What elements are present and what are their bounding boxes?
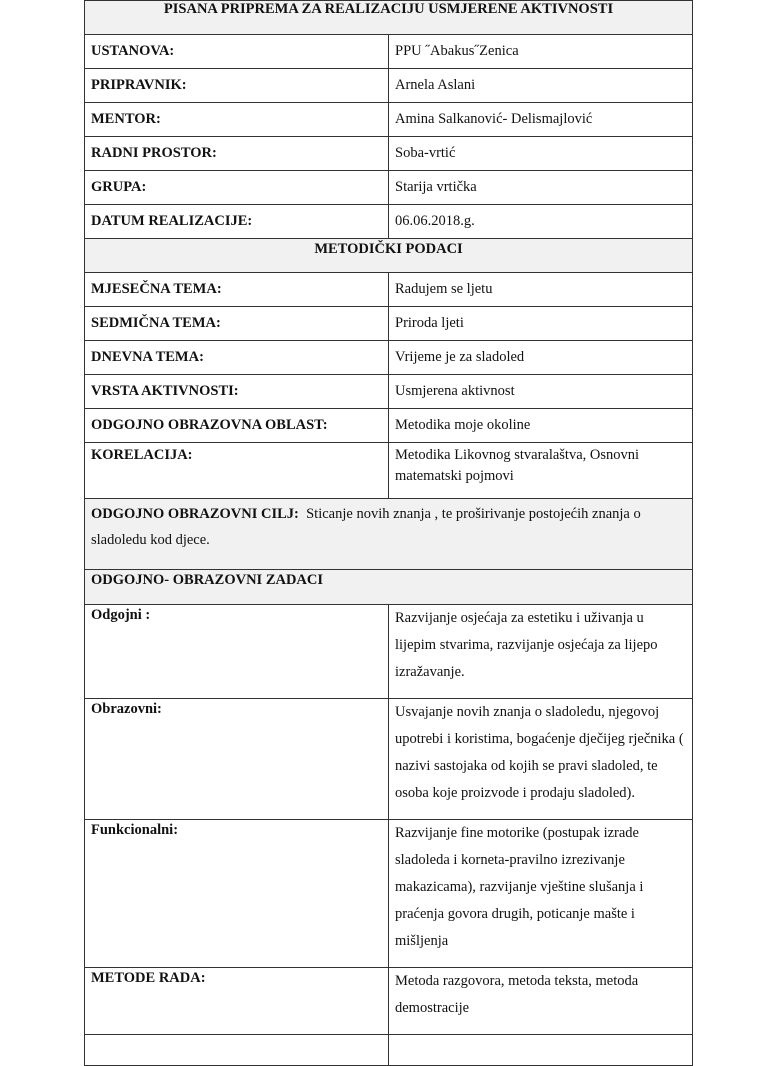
task-value: Metoda razgovora, metoda teksta, metoda demostracije [389,968,693,1035]
info-label: DATUM REALIZACIJE: [85,205,389,239]
goal-row [85,499,693,570]
task-label: Funkcionalni: [85,820,389,968]
task-value: Razvijanje fine motorike (postupak izrade sladoleda i korneta-pravilno izrezivanje makazicama), razvijanje vještine slušanja i praćenja govora drugih, poticanje mašte i mišljenja [389,820,693,968]
methodic-label: VRSTA AKTIVNOSTI: [85,375,389,409]
task-row [85,605,693,699]
task-label: Odgojni : [85,605,389,699]
methodic-row [85,375,693,409]
info-value: 06.06.2018.g. [389,205,693,239]
empty-cell [389,1035,693,1066]
title-row [85,1,693,35]
goal-cell [85,499,693,570]
info-row [85,103,693,137]
info-value: Arnela Aslani [389,69,693,103]
info-label: USTANOVA: [85,35,389,69]
task-row [85,1035,693,1066]
info-label: GRUPA: [85,171,389,205]
task-row [85,968,693,1035]
methodic-row [85,341,693,375]
methodic-value: Usmjerena aktivnost [389,375,693,409]
info-row [85,69,693,103]
methodic-value: Priroda ljeti [389,307,693,341]
info-label: RADNI PROSTOR: [85,137,389,171]
task-value: Usvajanje novih znanja o sladoledu, njegovoj upotrebi i koristima, bogaćenje dječijeg rječnika ( nazivi sastojaka od kojih se pravi sladoled, te osoba koje proizvode i prodaju sladoled). [389,699,693,820]
section-zadaci-heading: ODGOJNO- OBRAZOVNI ZADACI [85,570,693,605]
methodic-label: DNEVNA TEMA: [85,341,389,375]
info-value: Starija vrtička [389,171,693,205]
task-label: Obrazovni: [85,699,389,820]
task-value: Razvijanje osjećaja za estetiku i uživanja u lijepim stvarima, razvijanje osjećaja za lijepo izražavanje. [389,605,693,699]
info-label: MENTOR: [85,103,389,137]
document-title: PISANA PRIPREMA ZA REALIZACIJU USMJERENE AKTIVNOSTI [85,1,693,35]
methodic-row [85,273,693,307]
methodic-row [85,409,693,443]
methodic-label: MJESEČNA TEMA: [85,273,389,307]
methodic-value: Vrijeme je za sladoled [389,341,693,375]
methodic-value: Metodika Likovnog stvaralaštva, Osnovni matematski pojmovi [389,443,693,499]
goal-label: ODGOJNO OBRAZOVNI CILJ: [91,506,299,522]
info-label: PRIPRAVNIK: [85,69,389,103]
methodic-row [85,307,693,341]
methodic-label: ODGOJNO OBRAZOVNA OBLAST: [85,409,389,443]
info-row [85,35,693,69]
info-row [85,171,693,205]
section-metodicki-heading: METODIČKI PODACI [85,239,693,273]
methodic-value: Radujem se ljetu [389,273,693,307]
info-value: Amina Salkanović- Delismajlović [389,103,693,137]
methodic-value: Metodika moje okoline [389,409,693,443]
methodic-label: KORELACIJA: [85,443,389,499]
lesson-plan-table [84,0,693,1066]
info-value: Soba-vrtić [389,137,693,171]
goal-text: Sticanje novih znanja , te proširivanje postojećih znanja o sladoledu kod djece. [91,506,641,548]
empty-cell [85,1035,389,1066]
task-label: METODE RADA: [85,968,389,1035]
section-header-row [85,239,693,273]
section-header-row [85,570,693,605]
task-row [85,699,693,820]
methodic-label: SEDMIČNA TEMA: [85,307,389,341]
info-row [85,205,693,239]
info-value: PPU ˝Abakus˝Zenica [389,35,693,69]
methodic-row [85,443,693,499]
task-row [85,820,693,968]
info-row [85,137,693,171]
